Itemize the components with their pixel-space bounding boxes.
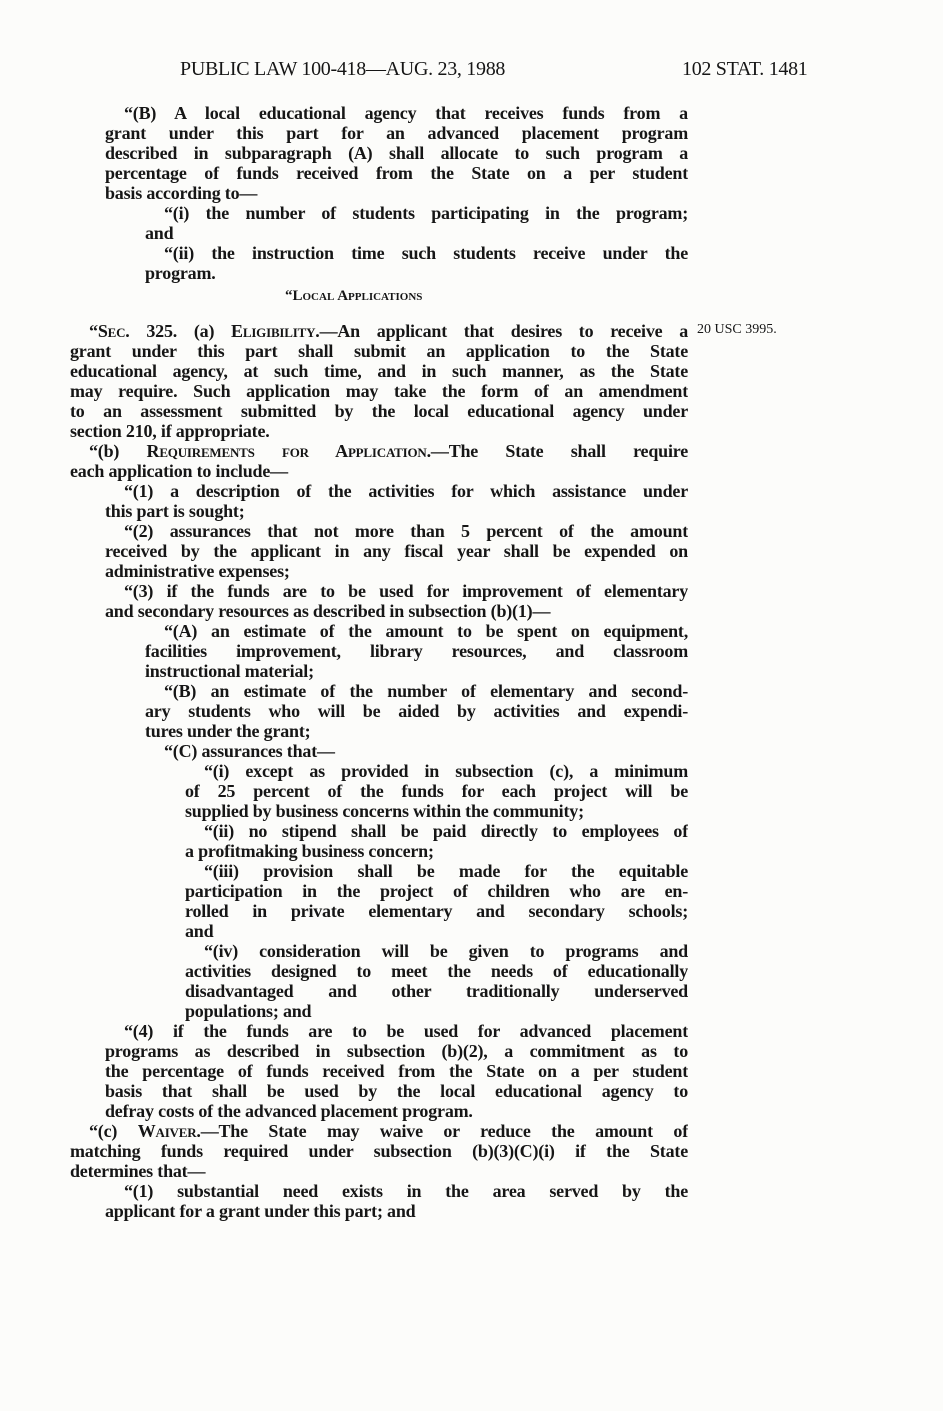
text-line <box>105 1041 688 1061</box>
text-line <box>145 223 688 243</box>
text-segment: populations; and <box>185 1001 312 1021</box>
text-line <box>70 1161 688 1181</box>
text-line <box>105 601 688 621</box>
section-heading: “Local Applications <box>285 288 423 304</box>
text-line <box>105 123 688 143</box>
text-segment: activities designed to meet the needs of educationally <box>185 961 688 981</box>
text-line <box>145 621 688 641</box>
text-segment: the percentage of funds received from the State on a per student <box>105 1061 688 1081</box>
text-line <box>185 881 688 901</box>
text-line <box>185 981 688 1001</box>
margin-citation: 20 USC 3995. <box>697 322 777 337</box>
text-segment: “(4) if the funds are to be used for advanced placement <box>124 1021 688 1041</box>
text-line <box>105 521 688 541</box>
text-line <box>70 401 688 421</box>
text-segment: a profitmaking business concern; <box>185 841 434 861</box>
text-line <box>105 183 688 203</box>
text-segment: facilities improvement, library resources, and classroom <box>145 641 688 661</box>
section-325-block <box>0 321 688 1221</box>
text-segment: “(A) an estimate of the amount to be spent on equipment, <box>164 621 688 641</box>
text-line <box>70 381 688 401</box>
text-line <box>105 581 688 601</box>
text-line <box>145 203 688 223</box>
small-caps-heading: Eligibility <box>231 321 316 341</box>
text-line <box>145 701 688 721</box>
text-segment: “(B) A local educational agency that receives funds from a <box>124 103 688 123</box>
text-line <box>145 661 688 681</box>
text-line <box>145 741 688 761</box>
text-line <box>145 681 688 701</box>
text-segment: of 25 percent of the funds for each project will be <box>185 781 688 801</box>
text-segment: disadvantaged and other traditionally underserved <box>185 981 688 1001</box>
text-segment: supplied by business concerns within the community; <box>185 801 584 821</box>
text-segment: .—The State may waive or reduce the amount of <box>196 1121 688 1141</box>
text-segment: instructional material; <box>145 661 314 681</box>
text-segment: grant under this part shall submit an application to the State <box>70 341 688 361</box>
text-line <box>185 1001 688 1021</box>
text-segment: educational agency, at such time, and in such manner, as the State <box>70 361 688 381</box>
text-line <box>105 481 688 501</box>
subparagraph-b-block <box>0 103 688 283</box>
text-segment: “(iii) provision shall be made for the equitable <box>204 861 688 881</box>
text-line <box>185 841 688 861</box>
text-line <box>105 501 688 521</box>
text-segment: ary students who will be aided by activities and expendi- <box>145 701 688 721</box>
text-line <box>185 821 688 841</box>
text-segment: administrative expenses; <box>105 561 290 581</box>
text-line <box>105 1201 688 1221</box>
text-segment: and <box>145 223 174 243</box>
text-segment: described in subparagraph (A) shall allocate to such program a <box>105 143 688 163</box>
text-line <box>70 1121 688 1141</box>
text-segment: defray costs of the advanced placement program. <box>105 1101 473 1121</box>
text-line <box>185 961 688 981</box>
text-segment: “(3) if the funds are to be used for improvement of elementary <box>124 581 688 601</box>
text-line <box>70 361 688 381</box>
text-line <box>105 1081 688 1101</box>
text-line <box>145 721 688 741</box>
text-segment: rolled in private elementary and secondary schools; <box>185 901 688 921</box>
text-segment: “(c) <box>89 1121 138 1141</box>
text-line <box>185 781 688 801</box>
text-segment: “(C) assurances that— <box>164 741 335 761</box>
text-segment: grant under this part for an advanced placement program <box>105 123 688 143</box>
text-segment: participation in the project of children who are en- <box>185 881 688 901</box>
text-segment: programs as described in subsection (b)(2), a commitment as to <box>105 1041 688 1061</box>
text-line <box>105 561 688 581</box>
text-segment: .—The State shall require <box>426 441 688 461</box>
text-segment: matching funds required under subsection (b)(3)(C)(i) if the State <box>70 1141 688 1161</box>
text-line <box>185 761 688 781</box>
text-line <box>70 321 688 341</box>
text-segment: program. <box>145 263 216 283</box>
text-segment: “ <box>89 321 98 341</box>
text-line <box>105 103 688 123</box>
text-segment: “(i) the number of students participating in the program; <box>164 203 688 223</box>
text-segment: “(1) a description of the activities for which assistance under <box>124 481 688 501</box>
text-segment: and <box>185 921 214 941</box>
small-caps-heading: Requirements for Application <box>146 441 427 461</box>
text-segment: “(ii) no stipend shall be paid directly to employees of <box>204 821 688 841</box>
text-line <box>185 921 688 941</box>
text-segment: received by the applicant in any fiscal year shall be expended on <box>105 541 688 561</box>
text-line <box>185 941 688 961</box>
running-header-title: PUBLIC LAW 100-418—AUG. 23, 1988 <box>180 58 506 80</box>
text-line <box>70 341 688 361</box>
text-segment: basis according to— <box>105 183 258 203</box>
text-line <box>105 143 688 163</box>
text-line <box>70 421 688 441</box>
text-line <box>70 441 688 461</box>
text-line <box>185 861 688 881</box>
text-line <box>185 901 688 921</box>
text-segment: “(2) assurances that not more than 5 percent of the amount <box>124 521 688 541</box>
text-segment: “(ii) the instruction time such students receive under the <box>164 243 688 263</box>
text-line <box>105 541 688 561</box>
text-segment: “(B) an estimate of the number of elementary and second- <box>164 681 688 701</box>
text-segment: and secondary resources as described in subsection (b)(1)— <box>105 601 551 621</box>
text-segment: each application to include— <box>70 461 288 481</box>
small-caps-heading: Sec. <box>97 321 130 341</box>
text-segment: “(i) except as provided in subsection (c), a minimum <box>204 761 688 781</box>
text-segment: this part is sought; <box>105 501 245 521</box>
text-segment: tures under the grant; <box>145 721 311 741</box>
text-line <box>105 163 688 183</box>
text-line <box>145 641 688 661</box>
text-segment: .—An applicant that desires to receive a <box>315 321 688 341</box>
text-line <box>105 1061 688 1081</box>
text-segment: section 210, if appropriate. <box>70 421 270 441</box>
text-segment: “(1) substantial need exists in the area served by the <box>124 1181 688 1201</box>
text-line <box>145 263 688 283</box>
text-line <box>70 1141 688 1161</box>
text-line <box>105 1181 688 1201</box>
text-line <box>105 1101 688 1121</box>
small-caps-heading: Waiver <box>137 1121 197 1141</box>
text-segment: “(b) <box>89 441 147 461</box>
text-segment: 325. (a) <box>129 321 232 341</box>
page-stat-number: 102 STAT. 1481 <box>682 58 808 80</box>
text-segment: applicant for a grant under this part; and <box>105 1201 416 1221</box>
text-segment: “(iv) consideration will be given to programs and <box>204 941 688 961</box>
text-segment: percentage of funds received from the State on a per student <box>105 163 688 183</box>
text-segment: basis that shall be used by the local educational agency to <box>105 1081 688 1101</box>
text-line <box>185 801 688 821</box>
text-segment: to an assessment submitted by the local educational agency under <box>70 401 688 421</box>
text-segment: determines that— <box>70 1161 206 1181</box>
text-segment: may require. Such application may take the form of an amendment <box>70 381 688 401</box>
text-line <box>105 1021 688 1041</box>
text-line <box>145 243 688 263</box>
text-line <box>70 461 688 481</box>
